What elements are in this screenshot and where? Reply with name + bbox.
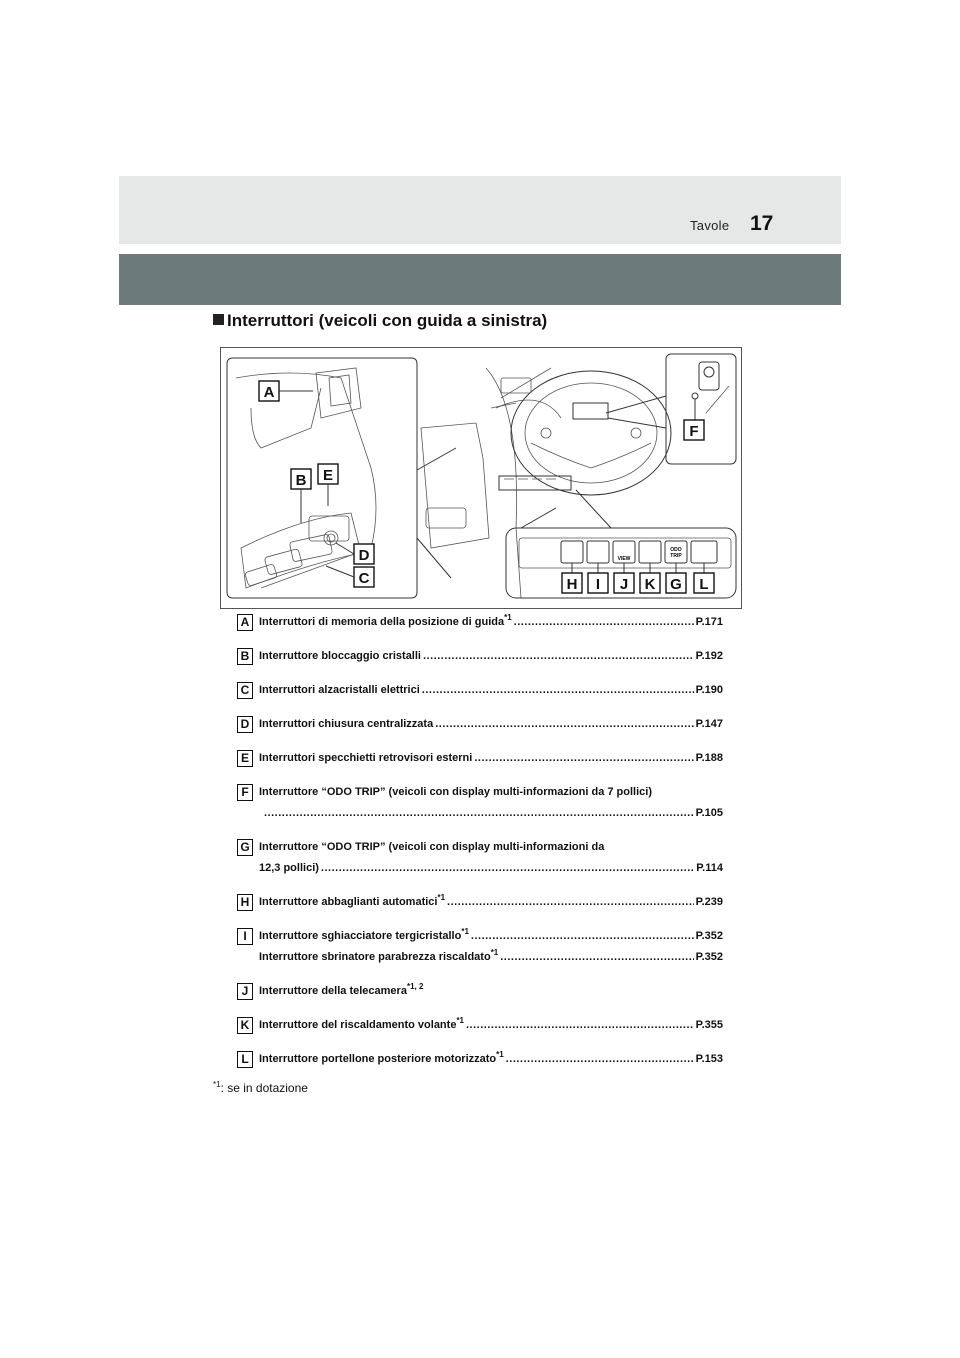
- legend-entry-g: [237, 839, 723, 876]
- legend-line: [259, 750, 723, 766]
- dot-leader: [435, 716, 693, 732]
- square-bullet-icon: [213, 314, 224, 325]
- legend-letter-box: H: [237, 894, 253, 911]
- page-reference-link[interactable]: P.188: [695, 752, 723, 764]
- page-number: 17: [750, 212, 774, 235]
- callout-K: [640, 573, 660, 593]
- page-reference-link[interactable]: P.239: [695, 896, 723, 908]
- dot-leader: [466, 1017, 694, 1033]
- page-reference-link[interactable]: P.190: [695, 684, 723, 696]
- legend-line: [259, 614, 723, 630]
- svg-text:I: I: [595, 576, 601, 593]
- legend-text: Interruttore bloccaggio cristalli: [259, 650, 421, 662]
- page-reference-link[interactable]: P.153: [695, 1053, 723, 1065]
- dot-leader: [447, 894, 694, 910]
- svg-text:D: D: [358, 547, 370, 564]
- dot-leader: [321, 860, 694, 876]
- legend-line: [259, 860, 723, 876]
- legend-letter-box: K: [237, 1017, 253, 1034]
- legend-line: [259, 1051, 723, 1067]
- legend-entry-b: [237, 648, 723, 664]
- page-reference-link[interactable]: P.352: [695, 951, 723, 963]
- callout-E: [318, 464, 338, 506]
- dot-leader: [423, 648, 694, 664]
- dot-leader: [422, 682, 694, 698]
- callout-C: [326, 566, 374, 587]
- footnote-ref: *1: [437, 893, 446, 902]
- cockpit-drawing: [221, 348, 741, 608]
- legend-text: Interruttori specchietti retrovisori esterni: [259, 752, 473, 764]
- legend-text: Interruttore del riscaldamento volante$^{*1}$: [259, 1016, 464, 1031]
- legend-letter-box: B: [237, 648, 253, 665]
- legend-entry-e: [237, 750, 723, 766]
- legend-text: 12,3 pollici): [259, 862, 319, 874]
- legend-line: [259, 682, 723, 698]
- svg-text:C: C: [358, 570, 370, 587]
- legend-text: Interruttore portellone posteriore motorizzato$^{*1}$: [259, 1050, 504, 1065]
- legend-letter-box: A: [237, 614, 253, 631]
- armrest-shape: [241, 513, 361, 588]
- memory-switch-shape: [316, 368, 361, 418]
- legend-entry-i: [237, 928, 723, 965]
- footnote-ref: *1: [456, 1016, 464, 1025]
- odo-inset-frame: [666, 354, 736, 464]
- legend-text: Interruttore abbaglianti automatici$^{*1}$: [259, 893, 446, 908]
- footnote-ref: *1, 2: [406, 982, 424, 991]
- callout-B: [291, 469, 311, 523]
- dash-switch-strip: [499, 476, 571, 490]
- legend-line: [259, 648, 723, 664]
- legend-line: [259, 894, 723, 910]
- legend-letter-box: E: [237, 750, 253, 767]
- legend-letter-box: C: [237, 682, 253, 699]
- legend-text: Interruttore sbrinatore parabrezza riscaldato$^{*1}$: [259, 948, 499, 963]
- view-text: VIEW: [617, 556, 631, 562]
- page-reference-link[interactable]: P.147: [695, 718, 723, 730]
- legend-text: Interruttore “ODO TRIP” (veicoli con display multi-informazioni da: [259, 841, 605, 853]
- dot-leader: [264, 805, 694, 821]
- page-reference-link[interactable]: P.352: [695, 930, 723, 942]
- callout-F: [684, 420, 704, 440]
- legend-letter-box: G: [237, 839, 253, 856]
- legend-entry-k: [237, 1017, 723, 1033]
- page-reference-link[interactable]: P.355: [695, 1019, 723, 1031]
- page-reference-link[interactable]: P.105: [695, 807, 723, 819]
- trip-text: TRIP: [670, 553, 682, 559]
- legend-text: Interruttore sghiacciatore tergicristallo$^{*1}$: [259, 927, 469, 942]
- svg-text:B: B: [295, 472, 307, 489]
- legend-line: [259, 784, 723, 800]
- page-reference-link[interactable]: P.114: [696, 862, 723, 874]
- footnote: $^{*1}$: se in dotazione: [213, 1080, 308, 1095]
- odo-text: ODO: [670, 547, 682, 553]
- page-reference-link[interactable]: P.171: [695, 616, 723, 628]
- switches-illustration: [220, 347, 742, 609]
- svg-text:G: G: [670, 576, 682, 593]
- legend-letter-box: L: [237, 1051, 253, 1068]
- dot-leader: [500, 949, 693, 965]
- legend-line: [259, 1017, 723, 1033]
- footnote-ref: *1: [461, 927, 469, 936]
- svg-text:A: A: [263, 384, 275, 401]
- legend-text: Interruttori alzacristalli elettrici: [259, 684, 420, 696]
- legend-line: [259, 839, 723, 855]
- legend-letter-box: D: [237, 716, 253, 733]
- footnote-ref: *1: [496, 1050, 504, 1059]
- callout-I: [588, 573, 608, 593]
- legend-entry-h: [237, 894, 723, 910]
- callout-D: [336, 543, 374, 564]
- legend-letter-box: F: [237, 784, 253, 801]
- dot-leader: [471, 928, 694, 944]
- legend-entry-f: [237, 784, 723, 821]
- footnote-ref: *1: [504, 613, 512, 622]
- footnote-ref: *1: [490, 948, 499, 957]
- legend-entry-j: [237, 983, 723, 999]
- legend-entry-l: [237, 1051, 723, 1067]
- legend-letter-box: I: [237, 928, 253, 945]
- callout-H: [562, 573, 582, 593]
- callout-J: [614, 573, 634, 593]
- svg-text:K: K: [644, 576, 656, 593]
- svg-text:L: L: [699, 576, 709, 593]
- page-reference-link[interactable]: P.192: [695, 650, 723, 662]
- legend-line: [259, 716, 723, 732]
- legend-line: [259, 983, 723, 999]
- dot-leader: [506, 1051, 694, 1067]
- legend-line: [259, 949, 723, 965]
- callout-A: [259, 381, 313, 401]
- header-section-title: Tavole: [690, 218, 730, 233]
- section-title: Interruttori (veicoli con guida a sinistra): [213, 311, 547, 331]
- legend-text: Interruttori di memoria della posizione di guida$^{*1}$: [259, 613, 512, 628]
- legend-entry-a: [237, 614, 723, 630]
- svg-text:H: H: [566, 576, 578, 593]
- svg-text:J: J: [619, 576, 629, 593]
- svg-text:F: F: [689, 423, 699, 440]
- svg-text:E: E: [322, 467, 334, 484]
- callout-L: [694, 573, 714, 593]
- dot-leader: [514, 614, 694, 630]
- legend-text: Interruttore della telecamera$^{*1, 2}$: [259, 982, 424, 997]
- door-panel-shape: [421, 423, 489, 548]
- dot-leader: [474, 750, 693, 766]
- legend-entry-c: [237, 682, 723, 698]
- legend-text: Interruttori chiusura centralizzata: [259, 718, 434, 730]
- legend-letter-box: J: [237, 983, 253, 1000]
- legend-text: Interruttore “ODO TRIP” (veicoli con display multi-informazioni da 7 pollici): [259, 786, 652, 798]
- callout-G: [666, 573, 686, 593]
- legend-line: [259, 805, 723, 821]
- legend-list: [237, 614, 723, 1067]
- header-band: [119, 176, 841, 244]
- legend-line: [259, 928, 723, 944]
- header-dark-band: [119, 254, 841, 305]
- legend-entry-d: [237, 716, 723, 732]
